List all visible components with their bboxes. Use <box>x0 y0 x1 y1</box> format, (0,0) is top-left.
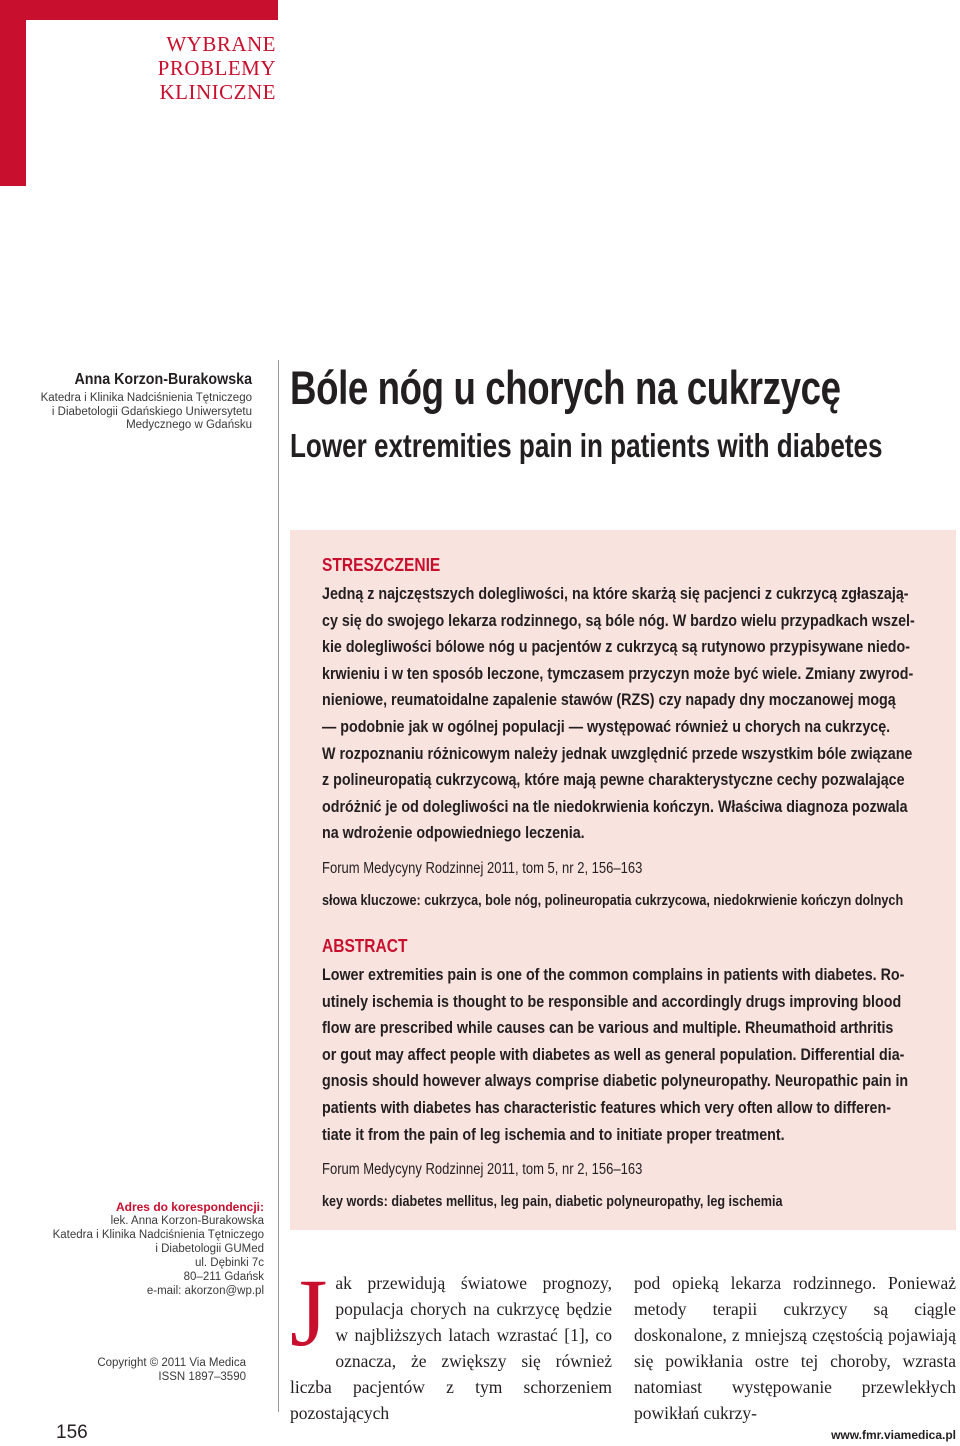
vertical-divider <box>278 360 279 1412</box>
red-corner-bar <box>0 0 26 186</box>
title-english: Lower extremities pain in patients with diabetes <box>290 427 883 464</box>
copyright-block: Copyright © 2011 Via Medica ISSN 1897–3590 <box>97 1357 246 1383</box>
streszczenie-section <box>322 554 927 911</box>
body-column-2: pod opieką lekarza rodzinnego. Ponieważ metody terapii cukrzycy są ciągle doskonalone, z mniejszą częstością pojawiają się powikłania ostre tej choroby, wzrasta natomiast występowanie przewlekłych powikłań cukrzy- <box>634 1273 956 1423</box>
author-block <box>30 370 252 433</box>
author-name: Anna Korzon-Burakowska <box>74 371 252 388</box>
page-number: 156 <box>56 1422 88 1443</box>
abstract-box <box>290 530 956 1230</box>
author-affiliation: Katedra i Klinika Nadciśnienia Tętniczego i Diabetologii Gdańskiego Uniwersytetu Medycznego w Gdańsku <box>40 392 252 431</box>
abstract-heading: ABSTRACT <box>322 935 408 956</box>
abstract-citation: Forum Medycyny Rodzinnej 2011, tom 5, nr 2, 156–163 <box>322 1161 643 1179</box>
body-column-1: J ak przewidują światowe prognozy, populacja chorych na cukrzycę będzie w najbliższych latach wzrastać [1], co oznacza, że zwiększy się również liczba pacjentów z tym schorzeniem pozostających <box>290 1259 612 1423</box>
abstract-keywords: key words: diabetes mellitus, leg pain, diabetic polyneuropathy, leg ischemia <box>322 1193 783 1211</box>
streszczenie-keywords: słowa kluczowe: cukrzyca, bole nóg, polineuropatia cukrzycowa, niedokrwienie kończyn dolnych <box>322 891 904 909</box>
title-polish: Bóle nóg u chorych na cukrzycę <box>290 361 841 414</box>
streszczenie-text: Jedną z najczęstszych dolegliwości, na które skarżą się pacjenci z cukrzycą zgłaszają- cy się do swojego lekarza rodzinnego, są bóle nóg. W bardzo wielu przypadkach wszel- kie dolegliwości bólowe nóg u pacjentów z cukrzycą są rutynowo przypisywane niedo- krwieniu i w ten sposób leczone, tymczasem przyczyn może być wiele. Zmiany zwyrod- nieniowe, reumatoidalne zapalenie stawów (RZS) czy napady dny moczanowej mogą — podobnie jak w ogólnej populacji — występować również u chorych na cukrzycę. W rozpoznaniu różnicowym należy jednak uwzględnić przede wszystkim bóle związane z polineuropatią cukrzycową, które mają pewne charakterystyczne cechy pozwalające odróżnić je od dolegliwości na tle niedokrwienia kończyn. Właściwa diagnoza pozwala na wdrożenie odpowiedniego leczenia. <box>322 584 915 843</box>
section-label: WYBRANE PROBLEMY KLINICZNE <box>157 32 276 104</box>
streszczenie-heading: STRESZCZENIE <box>322 554 441 575</box>
journal-website-link[interactable]: www.fmr.viamedica.pl <box>831 1428 956 1442</box>
abstract-section <box>322 935 927 1212</box>
correspondence-heading: Adres do korespondencji: <box>115 1200 264 1214</box>
correspondence-email[interactable]: e-mail: akorzon@wp.pl <box>146 1285 264 1297</box>
drop-cap: J <box>290 1259 328 1366</box>
correspondence-block: Adres do korespondencji: lek. Anna Korzon-Burakowska Katedra i Klinika Nadciśnienia Tętniczego i Diabetologii GUMed ul. Dębinki 7c 80–211 Gdańsk e-mail: akorzon@wp.pl <box>30 1200 264 1298</box>
streszczenie-citation: Forum Medycyny Rodzinnej 2011, tom 5, nr 2, 156–163 <box>322 859 643 877</box>
abstract-text: Lower extremities pain is one of the common complains in patients with diabetes. Ro- utinely ischemia is thought to be responsible and accordingly drugs improving blood flow are prescribed while causes can be various and multiple. Rheumathoid arthritis or gout may affect people with diabetes as well as general population. Differential dia- gnosis should however always comprise diabetic polyneuropathy. Neuropathic pain in patients with diabetes has characteristic features which very often allow to differen- tiate it from the pain of leg ischemia and to initiate proper treatment. <box>322 965 909 1144</box>
red-top-bar <box>26 0 278 20</box>
